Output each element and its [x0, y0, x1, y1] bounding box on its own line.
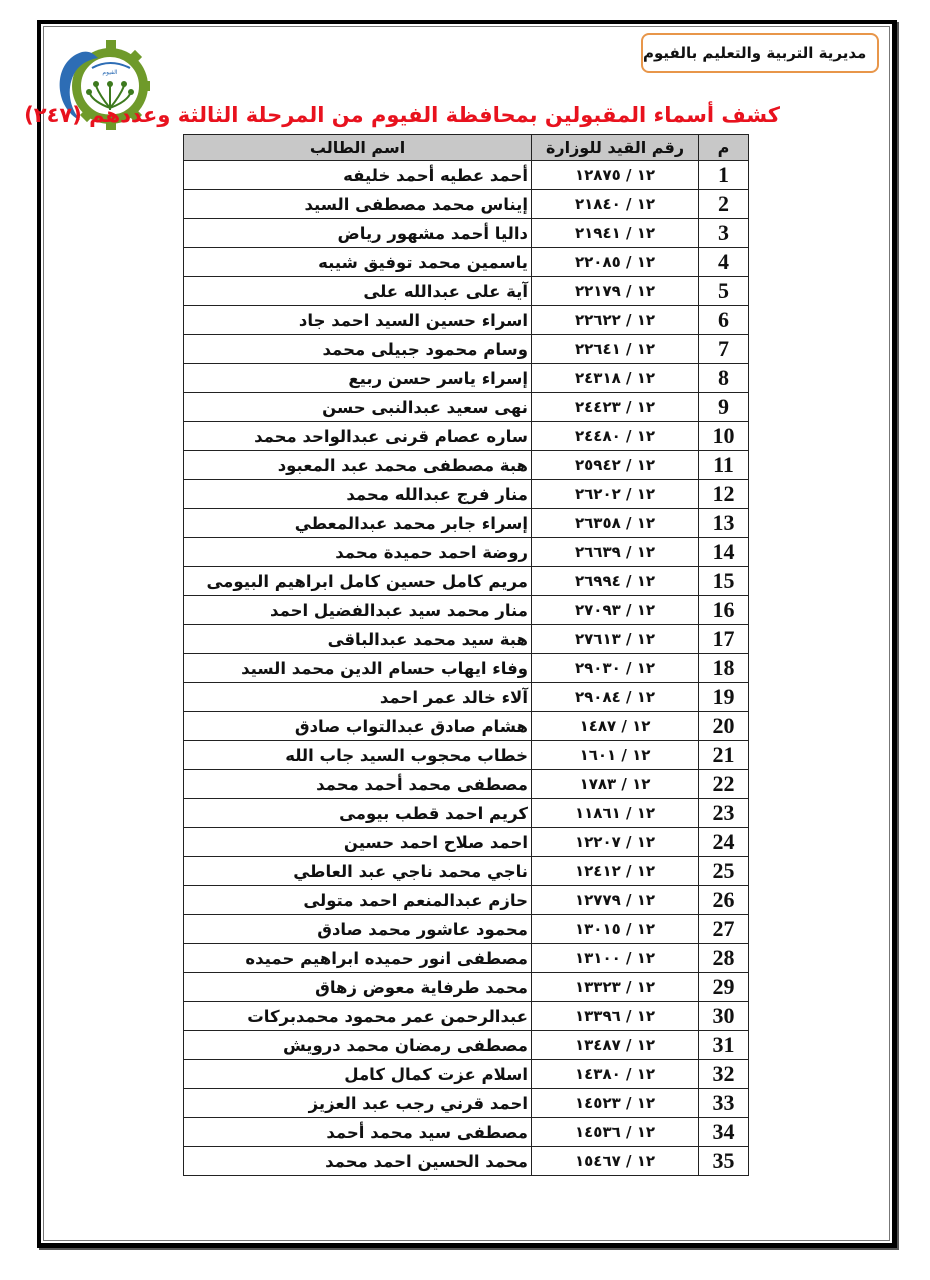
serial-number-cell: 27 [699, 915, 749, 944]
registration-number-cell: ١٢ / ٢٩٠٨٤ [532, 683, 699, 712]
student-name-cell: نهى سعيد عبدالنبى حسن [184, 393, 532, 422]
table-row [184, 1002, 749, 1031]
table-row [184, 1118, 749, 1147]
registration-number-cell: ١٢ / ١٣١٠٠ [532, 944, 699, 973]
student-name-cell: ساره عصام قرنى عبدالواحد محمد [184, 422, 532, 451]
serial-number-cell: 4 [699, 248, 749, 277]
serial-number-cell: 8 [699, 364, 749, 393]
registration-number-cell: ١٢ / ١٢٨٧٥ [532, 161, 699, 190]
student-name-cell: اسراء حسين السيد احمد جاد [184, 306, 532, 335]
registration-number-cell: ١٢ / ٢٦٦٣٩ [532, 538, 699, 567]
registration-number-cell: ١٢ / ٢٦٣٥٨ [532, 509, 699, 538]
serial-number-cell: 23 [699, 799, 749, 828]
page-title: كشف أسماء المقبولين بمحافظة الفيوم من المرحلة الثالثة وعددهم (٢٤٧) [24, 103, 780, 127]
serial-number-cell: 6 [699, 306, 749, 335]
table-row [184, 335, 749, 364]
organization-label: مديرية التربية والتعليم بالفيوم [641, 33, 879, 73]
table-row [184, 1060, 749, 1089]
registration-number-cell: ١٢ / ١٣٣٢٣ [532, 973, 699, 1002]
student-name-cell: روضة احمد حميدة محمد [184, 538, 532, 567]
table-row [184, 828, 749, 857]
table-row [184, 422, 749, 451]
student-name-cell: هبة مصطفى محمد عبد المعبود [184, 451, 532, 480]
student-name-cell: احمد قرني رجب عبد العزيز [184, 1089, 532, 1118]
student-name-cell: ياسمين محمد توفيق شيبه [184, 248, 532, 277]
table-row [184, 741, 749, 770]
student-name-cell: آلاء خالد عمر احمد [184, 683, 532, 712]
serial-number-cell: 3 [699, 219, 749, 248]
student-name-cell: مصطفى انور حميده ابراهيم حميده [184, 944, 532, 973]
student-name-cell: محمود عاشور محمد صادق [184, 915, 532, 944]
table-row [184, 1089, 749, 1118]
table-row [184, 190, 749, 219]
serial-number-cell: 31 [699, 1031, 749, 1060]
registration-number-cell: ١٢ / ٢٤٤٢٣ [532, 393, 699, 422]
serial-number-cell: 2 [699, 190, 749, 219]
registration-number-cell: ١٢ / ١٢٢٠٧ [532, 828, 699, 857]
serial-number-cell: 26 [699, 886, 749, 915]
student-name-cell: آية على عبدالله على [184, 277, 532, 306]
student-name-cell: محمد الحسين احمد محمد [184, 1147, 532, 1176]
student-name-cell: هبة سيد محمد عبدالباقى [184, 625, 532, 654]
table-row [184, 480, 749, 509]
student-name-cell: إسراء ياسر حسن ربيع [184, 364, 532, 393]
registration-number-cell: ١٢ / ١٤٣٨٠ [532, 1060, 699, 1089]
serial-number-cell: 24 [699, 828, 749, 857]
table-row [184, 683, 749, 712]
student-name-cell: محمد طرفاية معوض زهاق [184, 973, 532, 1002]
student-name-cell: حازم عبدالمنعم احمد متولى [184, 886, 532, 915]
serial-number-cell: 5 [699, 277, 749, 306]
serial-number-cell: 20 [699, 712, 749, 741]
table-row [184, 219, 749, 248]
registration-number-cell: ١٢ / ٢٥٩٤٢ [532, 451, 699, 480]
registration-number-cell: ١٢ / ١٣٤٨٧ [532, 1031, 699, 1060]
table-row [184, 161, 749, 190]
svg-text:الفيوم: الفيوم [102, 69, 118, 76]
table-row [184, 451, 749, 480]
registration-number-cell: ١٢ / ١٤٥٢٣ [532, 1089, 699, 1118]
table-row [184, 567, 749, 596]
registration-number-cell: ١٢ / ١٤٥٣٦ [532, 1118, 699, 1147]
table-row [184, 857, 749, 886]
table-row [184, 915, 749, 944]
serial-number-cell: 29 [699, 973, 749, 1002]
table-row [184, 886, 749, 915]
serial-number-cell: 21 [699, 741, 749, 770]
serial-number-cell: 13 [699, 509, 749, 538]
serial-number-cell: 33 [699, 1089, 749, 1118]
registration-number-cell: ١٢ / ١٢٤١٢ [532, 857, 699, 886]
student-name-cell: هشام صادق عبدالتواب صادق [184, 712, 532, 741]
student-name-cell: منار فرج عبدالله محمد [184, 480, 532, 509]
student-name-cell: وفاء ايهاب حسام الدين محمد السيد [184, 654, 532, 683]
serial-number-cell: 16 [699, 596, 749, 625]
table-row [184, 248, 749, 277]
registration-number-cell: ١٢ / ٢٧٦١٣ [532, 625, 699, 654]
table-row [184, 1147, 749, 1176]
table-row [184, 799, 749, 828]
registration-number-cell: ١٢ / ٢٦٢٠٢ [532, 480, 699, 509]
serial-number-cell: 22 [699, 770, 749, 799]
table-row [184, 306, 749, 335]
column-header-registration-number: رقم القيد للوزارة [532, 135, 699, 161]
column-header-student-name: اسم الطالب [184, 135, 532, 161]
table-row [184, 973, 749, 1002]
registration-number-cell: ١٢ / ٢٤٣١٨ [532, 364, 699, 393]
student-name-cell: مصطفى محمد أحمد محمد [184, 770, 532, 799]
registration-number-cell: ١٢ / ٢٢٦٤١ [532, 335, 699, 364]
registration-number-cell: ١٢ / ٢٤٤٨٠ [532, 422, 699, 451]
serial-number-cell: 28 [699, 944, 749, 973]
student-name-cell: ناجي محمد ناجي عبد العاطي [184, 857, 532, 886]
table-row [184, 712, 749, 741]
registration-number-cell: ١٢ / ١٣٠١٥ [532, 915, 699, 944]
serial-number-cell: 19 [699, 683, 749, 712]
serial-number-cell: 34 [699, 1118, 749, 1147]
student-name-cell: مريم كامل حسين كامل ابراهيم البيومى [184, 567, 532, 596]
table-header-row [184, 135, 749, 161]
table-row [184, 1031, 749, 1060]
serial-number-cell: 25 [699, 857, 749, 886]
registration-number-cell: ١٢ / ٢١٨٤٠ [532, 190, 699, 219]
accepted-students-table [183, 134, 749, 1176]
registration-number-cell: ١٢ / ١٣٣٩٦ [532, 1002, 699, 1031]
table-row [184, 364, 749, 393]
serial-number-cell: 1 [699, 161, 749, 190]
registration-number-cell: ١٢ / ١١٨٦١ [532, 799, 699, 828]
student-name-cell: وسام محمود جبيلى محمد [184, 335, 532, 364]
serial-number-cell: 10 [699, 422, 749, 451]
registration-number-cell: ١٢ / ٢٢١٧٩ [532, 277, 699, 306]
serial-number-cell: 11 [699, 451, 749, 480]
student-name-cell: اسلام عزت كمال كامل [184, 1060, 532, 1089]
registration-number-cell: ١٢ / ١٥٤٦٧ [532, 1147, 699, 1176]
serial-number-cell: 35 [699, 1147, 749, 1176]
table-row [184, 538, 749, 567]
student-name-cell: احمد صلاح احمد حسين [184, 828, 532, 857]
serial-number-cell: 12 [699, 480, 749, 509]
student-name-cell: إيناس محمد مصطفى السيد [184, 190, 532, 219]
serial-number-cell: 30 [699, 1002, 749, 1031]
registration-number-cell: ١٢ / ٢١٩٤١ [532, 219, 699, 248]
registration-number-cell: ١٢ / ١٢٧٧٩ [532, 886, 699, 915]
student-name-cell: مصطفى سيد محمد أحمد [184, 1118, 532, 1147]
student-name-cell: عبدالرحمن عمر محمود محمدبركات [184, 1002, 532, 1031]
table-row [184, 393, 749, 422]
registration-number-cell: ١٢ / ١٦٠١ [532, 741, 699, 770]
student-name-cell: خطاب محجوب السيد جاب الله [184, 741, 532, 770]
serial-number-cell: 18 [699, 654, 749, 683]
table-row [184, 770, 749, 799]
registration-number-cell: ١٢ / ٢٢٠٨٥ [532, 248, 699, 277]
student-name-cell: منار محمد سيد عبدالفضيل احمد [184, 596, 532, 625]
serial-number-cell: 17 [699, 625, 749, 654]
student-name-cell: كريم احمد قطب بيومى [184, 799, 532, 828]
student-name-cell: مصطفى رمضان محمد درويش [184, 1031, 532, 1060]
serial-number-cell: 32 [699, 1060, 749, 1089]
serial-number-cell: 9 [699, 393, 749, 422]
registration-number-cell: ١٢ / ٢٩٠٣٠ [532, 654, 699, 683]
student-name-cell: أحمد عطيه أحمد خليفه [184, 161, 532, 190]
table-row [184, 654, 749, 683]
serial-number-cell: 7 [699, 335, 749, 364]
column-header-serial: م [699, 135, 749, 161]
table-row [184, 625, 749, 654]
registration-number-cell: ١٢ / ٢٧٠٩٣ [532, 596, 699, 625]
registration-number-cell: ١٢ / ١٧٨٣ [532, 770, 699, 799]
serial-number-cell: 14 [699, 538, 749, 567]
table-row [184, 596, 749, 625]
serial-number-cell: 15 [699, 567, 749, 596]
registration-number-cell: ١٢ / ١٤٨٧ [532, 712, 699, 741]
student-name-cell: داليا أحمد مشهور رياض [184, 219, 532, 248]
table-row [184, 944, 749, 973]
student-name-cell: إسراء جابر محمد عبدالمعطي [184, 509, 532, 538]
table-row [184, 509, 749, 538]
table-row [184, 277, 749, 306]
registration-number-cell: ١٢ / ٢٦٩٩٤ [532, 567, 699, 596]
registration-number-cell: ١٢ / ٢٢٦٢٢ [532, 306, 699, 335]
